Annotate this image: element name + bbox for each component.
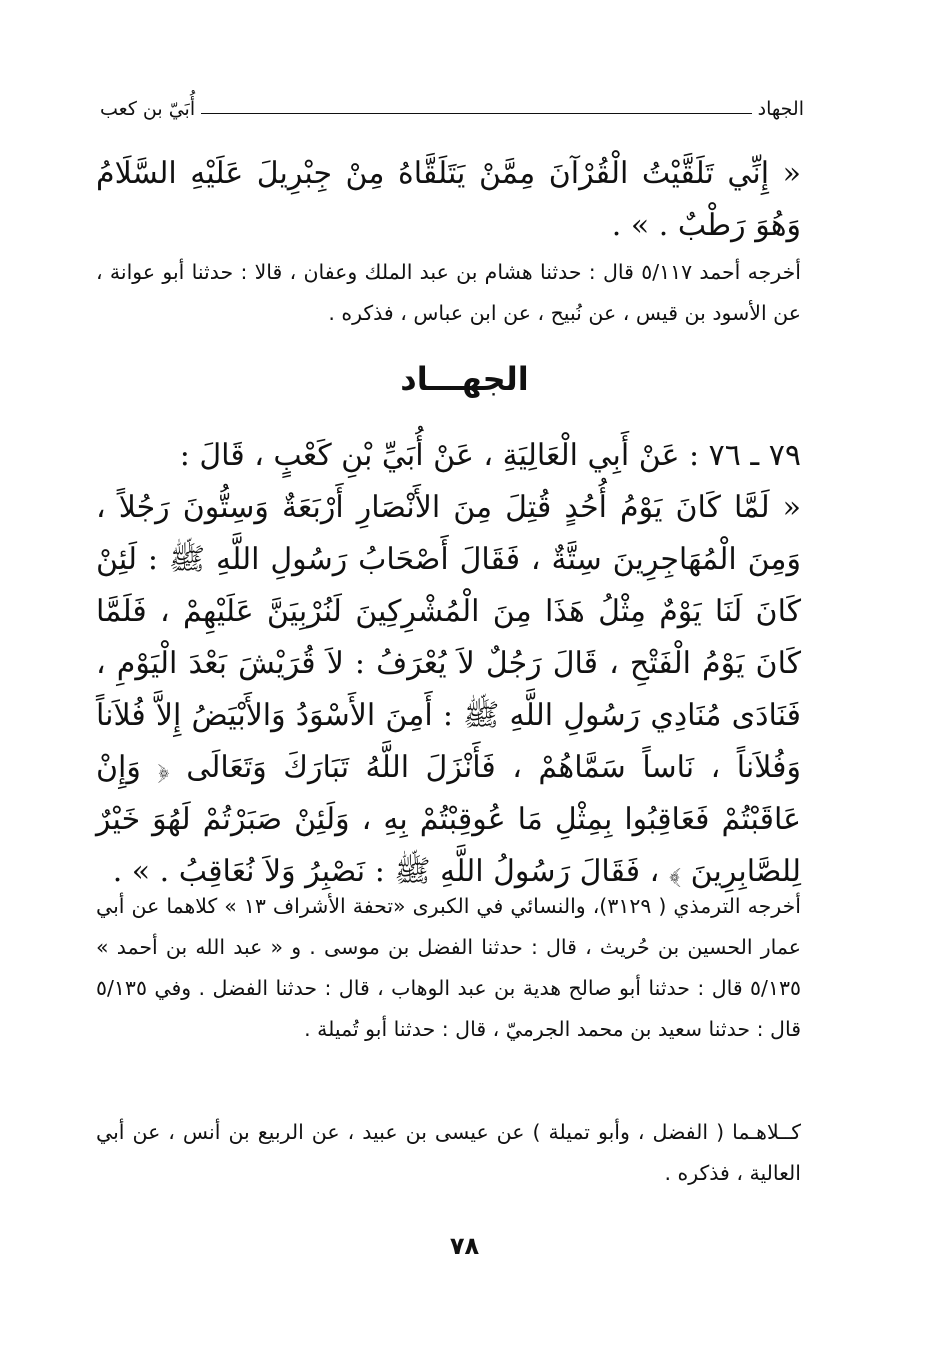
top-hadith-text: « إِنِّي تَلَقَّيْتُ الْقُرْآنَ مِمَّنْ يَتَلَقَّاهُ مِنْ جِبْرِيلَ عَلَيْهِ السَّلَامُ وَهُوَ رَطْبٌ . » . <box>96 156 801 243</box>
takhrij-note-1 <box>96 886 801 1050</box>
main-hadith-intro: ٧٩ ـ ٧٦ : عَنْ أَبِي الْعَالِيَةِ ، عَنْ أُبَيِّ بْنِ كَعْبٍ ، قَالَ : <box>179 438 801 473</box>
top-hadith-block <box>96 148 801 252</box>
running-header <box>100 92 804 126</box>
page-number: ٧٨ <box>449 1232 480 1260</box>
top-note-block <box>96 252 801 334</box>
main-hadith-block <box>96 430 801 898</box>
takhrij-note-2 <box>96 1112 801 1194</box>
top-note-text: أخرجه أحمد ٥/١١٧ قال : حدثنا هشام بن عبد الملك وعفان ، قالا : حدثنا أبو عوانة ، عن الأسود بن قيس ، عن نُبيح ، عن ابن عباس ، فذكره . <box>96 260 801 325</box>
header-author-name: أُبَيّ بن كعب <box>100 98 196 120</box>
header-rule <box>201 113 752 114</box>
main-hadith-body: « لَمَّا كَانَ يَوْمُ أُحُدٍ قُتِلَ مِنَ الأَنْصَارِ أَرْبَعَةٌ وَسِتُّونَ رَجُلاً ، وَمِنَ الْمُهَاجِرِينَ سِتَّةٌ ، فَقَالَ أَصْحَابُ رَسُولِ اللَّهِ ﷺ : لَئِنْ كَانَ لَنَا يَوْمٌ مِثْلُ هَذَا مِنَ الْمُشْرِكِينَ لَنُرْبِيَنَّ عَلَيْهِمْ ، فَلَمَّا كَانَ يَوْمُ الْفَتْحِ ، قَالَ رَجُلٌ لاَ يُعْرَفُ : لاَ قُرَيْشَ بَعْدَ الْيَوْمِ ، فَنَادَى مُنَادِي رَسُولِ اللَّهِ ﷺ : أَمِنَ الأَسْوَدُ وَالأَبْيَضُ إِلاَّ فُلاَناً وَفُلاَناً ، نَاساً سَمَّاهُمْ ، فَأَنْزَلَ اللَّهُ تَبَارَكَ وَتَعَالَى ﴿ وَإِنْ عَاقَبْتُمْ فَعَاقِبُوا بِمِثْلِ مَا عُوقِبْتُمْ بِهِ ، وَلَئِنْ صَبَرْتُمْ لَهُوَ خَيْرٌ لِلصَّابِرِينَ ﴾ ، فَقَالَ رَسُولُ اللَّهِ ﷺ : نَصْبِرُ وَلاَ نُعَاقِبُ . » . <box>96 490 801 889</box>
section-title: الجهـــاد <box>400 360 529 398</box>
takhrij-note-2-text: كــلاهـما ( الفضل ، وأبو تميلة ) عن عيسى بن عبيد ، عن الربيع بن أنس ، عن أبي العالية ، فذكره . <box>96 1120 801 1185</box>
header-section-title: الجهاد <box>757 98 804 120</box>
takhrij-note-1-text: أخرجه الترمذي ( ٣١٢٩)، والنسائي في الكبرى «تحفة الأشراف ١٣ » كلاهما عن أبي عمار الحسين بن حُريث ، قال : حدثنا الفضل بن موسى . و « عبد الله بن أحمد » ٥/١٣٥ قال : حدثنا أبو صالح هدية بن عبد الوهاب ، قال : حدثنا الفضل . وفي ٥/١٣٥ قال : حدثنا سعيد بن محمد الجرميّ ، قال : حدثنا أبو تُميلة . <box>96 894 801 1041</box>
